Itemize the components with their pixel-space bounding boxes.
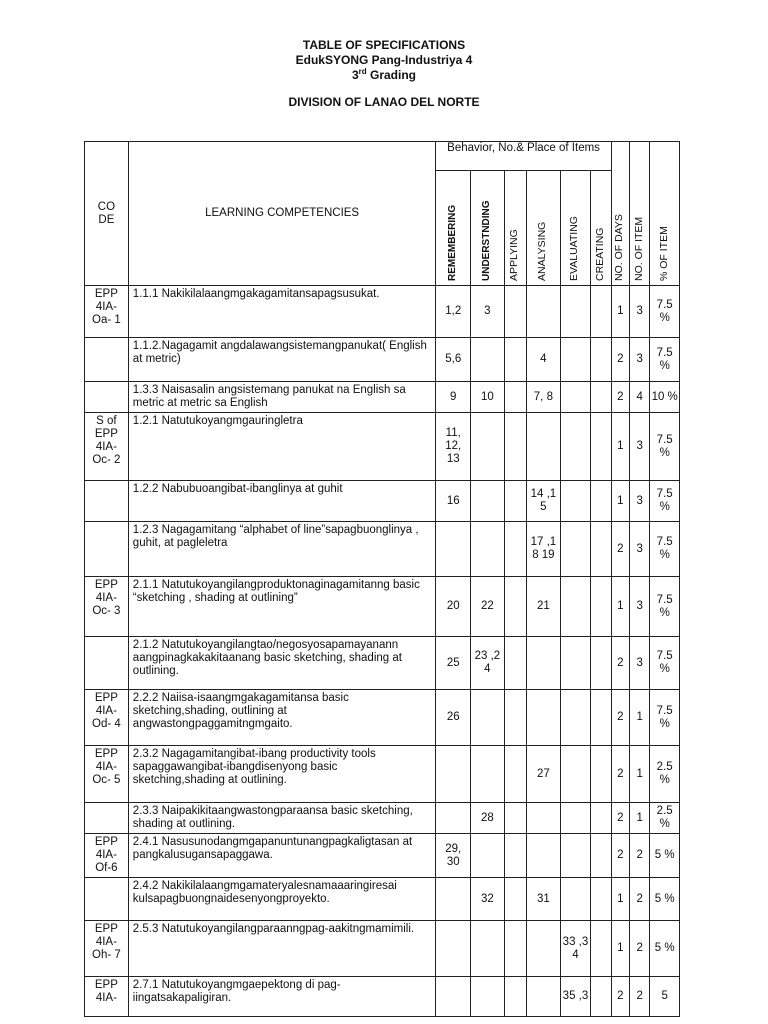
row-evaluating	[560, 286, 591, 338]
row-percent: 7.5 %	[650, 481, 680, 522]
table-row	[85, 746, 680, 803]
row-applying	[504, 413, 526, 481]
row-code	[85, 481, 129, 522]
days-header: NO. OF DAYS	[611, 142, 629, 286]
row-days: 1	[611, 481, 629, 522]
row-analysing: 14 ,1 5	[527, 481, 561, 522]
row-remembering	[436, 921, 471, 977]
row-code	[85, 522, 129, 577]
row-applying	[504, 522, 526, 577]
row-applying	[504, 286, 526, 338]
row-understanding	[471, 977, 505, 1017]
row-percent: 7.5 %	[650, 522, 680, 577]
row-creating	[591, 878, 611, 921]
row-competency: 1.2.2 Nabubuoangibat-ibanglinya at guhit	[128, 481, 436, 522]
table-row	[85, 921, 680, 977]
row-analysing	[527, 413, 561, 481]
row-understanding	[471, 481, 505, 522]
row-remembering: 9	[436, 382, 471, 413]
row-remembering	[436, 803, 471, 834]
table-row	[85, 803, 680, 834]
items-header: NO. OF ITEM	[630, 142, 650, 286]
row-code: EPP 4IA- Of-6	[85, 834, 129, 878]
row-applying	[504, 382, 526, 413]
row-percent: 5 %	[650, 921, 680, 977]
row-days: 2	[611, 637, 629, 690]
row-days: 1	[611, 577, 629, 637]
row-creating	[591, 803, 611, 834]
row-understanding: 3	[471, 286, 505, 338]
row-remembering	[436, 977, 471, 1017]
grading-word: Grading	[366, 68, 417, 82]
row-applying	[504, 834, 526, 878]
row-analysing: 7, 8	[527, 382, 561, 413]
row-percent: 5 %	[650, 878, 680, 921]
row-code: EPP 4IA-	[85, 977, 129, 1017]
row-applying	[504, 577, 526, 637]
row-percent: 7.5 %	[650, 637, 680, 690]
row-items: 1	[630, 803, 650, 834]
row-evaluating: 33 ,3 4	[560, 921, 591, 977]
row-days: 2	[611, 382, 629, 413]
row-applying	[504, 690, 526, 746]
table-row	[85, 878, 680, 921]
row-remembering: 5,6	[436, 338, 471, 382]
row-remembering: 26	[436, 690, 471, 746]
row-items: 2	[630, 878, 650, 921]
specifications-table	[84, 141, 680, 1017]
row-items: 4	[630, 382, 650, 413]
row-creating	[591, 977, 611, 1017]
row-understanding: 32	[471, 878, 505, 921]
creating-header: CREATING	[591, 171, 611, 286]
row-days: 1	[611, 921, 629, 977]
row-competency: 1.2.1 Natutukoyangmgauringletra	[128, 413, 436, 481]
row-items: 3	[630, 637, 650, 690]
row-days: 2	[611, 803, 629, 834]
row-remembering: 11, 12, 13	[436, 413, 471, 481]
row-days: 2	[611, 834, 629, 878]
row-competency: 2.4.2 Nakikilalaangmgamateryalesnamaaaringiresai kulsapagbuongnaidesenyongproyekto.	[128, 878, 436, 921]
competencies-header: LEARNING COMPETENCIES	[128, 142, 436, 286]
row-items: 2	[630, 921, 650, 977]
row-evaluating	[560, 522, 591, 577]
row-remembering	[436, 522, 471, 577]
row-competency: 2.1.1 Natutukoyangilangproduktonaginagamitanng basic “sketching , shading at outlining”	[128, 577, 436, 637]
row-creating	[591, 481, 611, 522]
table-row	[85, 522, 680, 577]
row-code	[85, 382, 129, 413]
row-applying	[504, 338, 526, 382]
row-understanding	[471, 522, 505, 577]
row-items: 1	[630, 746, 650, 803]
row-applying	[504, 481, 526, 522]
row-code: EPP 4IA- Od- 4	[85, 690, 129, 746]
row-understanding: 10	[471, 382, 505, 413]
row-creating	[591, 577, 611, 637]
remembering-header: REMEMBERING	[436, 171, 471, 286]
table-row	[85, 577, 680, 637]
row-understanding	[471, 338, 505, 382]
division-name: DIVISION OF LANAO DEL NORTE	[288, 95, 480, 109]
row-competency: 2.3.2 Nagagamitangibat-ibang productivity tools sapaggawangibat-ibangdisenyong basic sketching,shading at outlining.	[128, 746, 436, 803]
row-items: 2	[630, 834, 650, 878]
row-understanding	[471, 834, 505, 878]
row-days: 2	[611, 522, 629, 577]
row-items: 1	[630, 690, 650, 746]
row-analysing: 4	[527, 338, 561, 382]
row-creating	[591, 690, 611, 746]
row-analysing	[527, 977, 561, 1017]
row-creating	[591, 338, 611, 382]
row-percent: 7.5 %	[650, 286, 680, 338]
row-analysing	[527, 286, 561, 338]
row-days: 1	[611, 878, 629, 921]
row-analysing: 21	[527, 577, 561, 637]
row-days: 2	[611, 690, 629, 746]
row-creating	[591, 413, 611, 481]
row-remembering	[436, 746, 471, 803]
row-evaluating	[560, 338, 591, 382]
row-percent: 7.5 %	[650, 577, 680, 637]
analysing-header: ANALYSING	[527, 171, 561, 286]
row-items: 3	[630, 286, 650, 338]
row-applying	[504, 803, 526, 834]
row-evaluating	[560, 413, 591, 481]
row-code: EPP 4IA- Oa- 1	[85, 286, 129, 338]
row-evaluating	[560, 577, 591, 637]
row-creating	[591, 522, 611, 577]
row-percent: 7.5 %	[650, 413, 680, 481]
row-items: 3	[630, 338, 650, 382]
row-analysing	[527, 690, 561, 746]
table-row	[85, 286, 680, 338]
table-row	[85, 338, 680, 382]
row-creating	[591, 637, 611, 690]
row-applying	[504, 746, 526, 803]
row-code: EPP 4IA- Oh- 7	[85, 921, 129, 977]
row-code: EPP 4IA- Oc- 5	[85, 746, 129, 803]
row-creating	[591, 921, 611, 977]
subject-title: EdukSYONG Pang-Industriya 4	[295, 53, 473, 67]
row-applying	[504, 921, 526, 977]
table-row	[85, 481, 680, 522]
row-competency: 2.7.1 Natutukoyangmgaepektong di pag-iingatsakapaligiran.	[128, 977, 436, 1017]
row-evaluating	[560, 690, 591, 746]
row-items: 3	[630, 481, 650, 522]
row-creating	[591, 382, 611, 413]
row-evaluating	[560, 834, 591, 878]
row-evaluating	[560, 481, 591, 522]
row-evaluating	[560, 746, 591, 803]
row-evaluating	[560, 382, 591, 413]
row-competency: 2.1.2 Natutukoyangilangtao/negosyosapamayanann aangpinagkakakitaanang basic sketching, shading at outlining.	[128, 637, 436, 690]
table-row	[85, 637, 680, 690]
row-applying	[504, 977, 526, 1017]
behavior-header: Behavior, No.& Place of Items	[436, 142, 611, 171]
code-header: CO DE	[85, 142, 129, 286]
row-analysing	[527, 803, 561, 834]
row-creating	[591, 746, 611, 803]
row-code	[85, 878, 129, 921]
row-evaluating: 35 ,3	[560, 977, 591, 1017]
row-percent: 2.5 %	[650, 803, 680, 834]
row-code	[85, 803, 129, 834]
row-percent: 5	[650, 977, 680, 1017]
row-evaluating	[560, 803, 591, 834]
row-analysing: 17 ,1 8 19	[527, 522, 561, 577]
row-understanding	[471, 690, 505, 746]
row-remembering: 29, 30	[436, 834, 471, 878]
grading-period	[0, 67, 768, 82]
row-code: EPP 4IA- Oc- 3	[85, 577, 129, 637]
row-items: 3	[630, 413, 650, 481]
row-code: S of EPP 4IA- Oc- 2	[85, 413, 129, 481]
row-analysing: 31	[527, 878, 561, 921]
grading-superscript: rd	[358, 67, 367, 76]
row-analysing	[527, 637, 561, 690]
row-understanding: 23 ,2 4	[471, 637, 505, 690]
row-competency: 2.5.3 Natutukoyangilangparaanngpag-aakitngmamimili.	[128, 921, 436, 977]
row-items: 3	[630, 577, 650, 637]
row-competency: 2.4.1 Nasusunodangmgapanuntunangpagkaligtasan at pangkalusugansapaggawa.	[128, 834, 436, 878]
row-code	[85, 637, 129, 690]
row-applying	[504, 637, 526, 690]
row-competency: 1.3.3 Naisasalin angsistemang panukat na English sa metric at metric sa English	[128, 382, 436, 413]
percent-header: % OF ITEM	[650, 142, 680, 286]
grading-number: 3	[351, 68, 359, 82]
row-creating	[591, 286, 611, 338]
row-competency: 1.2.3 Nagagamitang “alphabet of line”sapagbuonglinya , guhit, at pagleletra	[128, 522, 436, 577]
understanding-header: UNDERSTNDING	[471, 171, 505, 286]
row-remembering: 1,2	[436, 286, 471, 338]
row-days: 1	[611, 413, 629, 481]
row-percent: 10 %	[650, 382, 680, 413]
table-row	[85, 977, 680, 1017]
row-analysing: 27	[527, 746, 561, 803]
row-understanding: 28	[471, 803, 505, 834]
row-days: 2	[611, 746, 629, 803]
row-remembering: 25	[436, 637, 471, 690]
row-understanding	[471, 746, 505, 803]
evaluating-header: EVALUATING	[560, 171, 591, 286]
row-days: 2	[611, 977, 629, 1017]
row-competency: 2.2.2 Naiisa-isaangmgakagamitansa basic sketching,shading, outlining at angwastongpaggamitngmgaito.	[128, 690, 436, 746]
row-percent: 7.5 %	[650, 338, 680, 382]
row-evaluating	[560, 637, 591, 690]
document-title: TABLE OF SPECIFICATIONS	[302, 38, 466, 52]
row-percent: 7.5 %	[650, 690, 680, 746]
row-competency: 1.1.2.Nagagamit angdalawangsistemangpanukat( English at metric)	[128, 338, 436, 382]
row-understanding: 22	[471, 577, 505, 637]
row-applying	[504, 878, 526, 921]
row-code	[85, 338, 129, 382]
row-remembering	[436, 878, 471, 921]
row-items: 3	[630, 522, 650, 577]
row-competency: 1.1.1 Nakikilalaangmgakagamitansapagsusukat.	[128, 286, 436, 338]
row-analysing	[527, 921, 561, 977]
table-row	[85, 834, 680, 878]
row-understanding	[471, 921, 505, 977]
applying-header: APPLYING	[504, 171, 526, 286]
row-items: 2	[630, 977, 650, 1017]
row-evaluating	[560, 878, 591, 921]
row-competency: 2.3.3 Naipakikitaangwastongparaansa basic sketching, shading at outlining.	[128, 803, 436, 834]
row-analysing	[527, 834, 561, 878]
row-percent: 5 %	[650, 834, 680, 878]
table-row	[85, 413, 680, 481]
row-remembering: 16	[436, 481, 471, 522]
row-creating	[591, 834, 611, 878]
row-remembering: 20	[436, 577, 471, 637]
row-percent: 2.5 %	[650, 746, 680, 803]
table-row	[85, 690, 680, 746]
table-row	[85, 382, 680, 413]
row-days: 1	[611, 286, 629, 338]
row-understanding	[471, 413, 505, 481]
row-days: 2	[611, 338, 629, 382]
